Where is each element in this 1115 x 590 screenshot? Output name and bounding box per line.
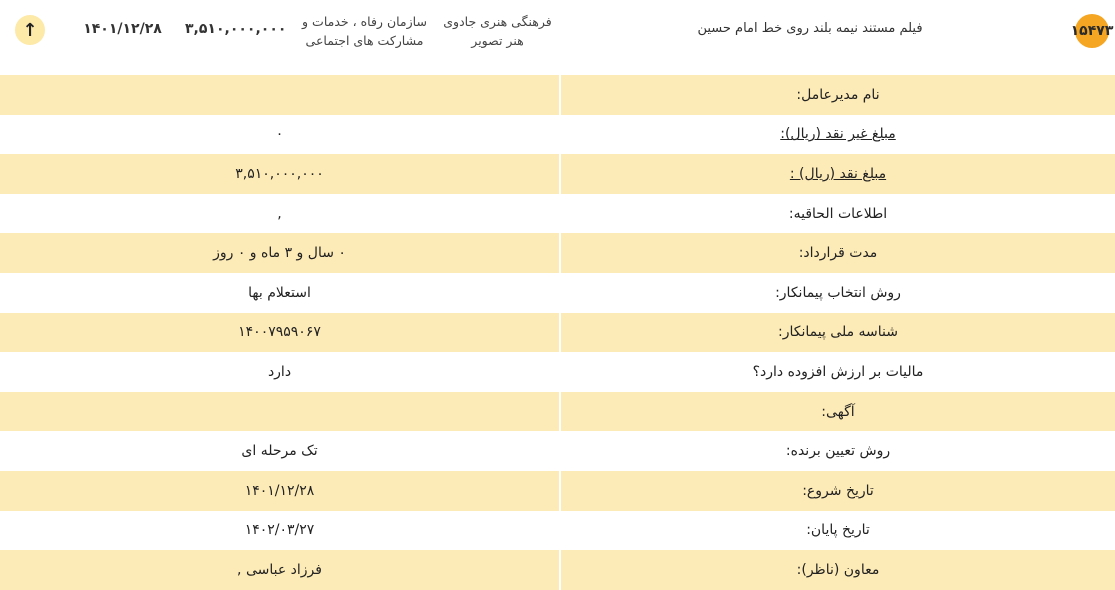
column-divider <box>559 313 561 353</box>
employer-name <box>292 12 437 50</box>
row-value: فرزاد عباسی , <box>237 561 322 578</box>
contract-header <box>0 0 1115 66</box>
table-row <box>0 115 1115 155</box>
contract-id-badge: ۱۵۴۷۳ <box>1075 14 1109 48</box>
row-label: آگهی: <box>821 403 855 420</box>
table-row <box>0 471 1115 511</box>
row-value: تک مرحله ای <box>241 443 318 460</box>
table-row <box>0 313 1115 353</box>
contractor-name <box>430 12 565 50</box>
collapse-button[interactable] <box>15 15 45 45</box>
row-value: ۰ <box>275 126 284 143</box>
column-divider <box>559 471 561 511</box>
row-label: تاریخ شروع: <box>802 482 874 499</box>
contract-details-table <box>0 75 1115 590</box>
row-label: روش انتخاب پیمانکار: <box>775 284 901 301</box>
row-value: استعلام بها <box>248 284 311 301</box>
row-label: روش تعیین برنده: <box>785 443 891 460</box>
table-row <box>0 511 1115 551</box>
table-row <box>0 273 1115 313</box>
column-divider <box>559 392 561 432</box>
contractor-name-line2: هنر تصویر <box>471 33 524 48</box>
row-value: , <box>277 205 282 222</box>
row-value: ۱۴۰۲/۰۳/۲۷ <box>244 522 315 539</box>
row-label: شناسه ملی پیمانکار: <box>778 324 899 341</box>
employer-name-line2: مشارکت های اجتماعی <box>305 33 424 48</box>
row-value: ۱۴۰۰۷۹۵۹۰۶۷ <box>238 324 321 341</box>
row-label <box>561 115 1115 155</box>
row-label: اطلاعات الحاقیه: <box>788 205 888 222</box>
row-value <box>0 392 559 432</box>
contract-amount: ۳,۵۱۰,۰۰۰,۰۰۰ <box>185 21 287 37</box>
contract-date: ۱۴۰۱/۱۲/۲۸ <box>83 21 162 37</box>
column-divider <box>559 233 561 273</box>
row-value: ۰ سال و ۳ ماه و ۰ روز <box>213 245 346 262</box>
table-row <box>0 392 1115 432</box>
column-divider <box>559 273 561 313</box>
table-row <box>0 431 1115 471</box>
row-label: مدت قرارداد: <box>798 245 878 262</box>
column-divider <box>559 115 561 155</box>
column-divider <box>559 194 561 234</box>
table-row <box>0 194 1115 234</box>
row-label: معاون (ناظر): <box>796 561 880 578</box>
row-label: مالیات بر ارزش افزوده دارد؟ <box>752 363 924 380</box>
row-value: دارد <box>267 363 292 380</box>
column-divider <box>559 352 561 392</box>
row-label-text: مبلغ غیر نقد (ریال): <box>780 126 896 143</box>
row-label-text: مبلغ نقد (ریال) : <box>789 165 887 182</box>
column-divider <box>559 431 561 471</box>
column-divider <box>559 75 561 115</box>
table-row <box>0 75 1115 115</box>
contractor-name-line1: فرهنگی هنری جادوی <box>443 14 552 29</box>
table-row <box>0 352 1115 392</box>
table-row <box>0 154 1115 194</box>
row-label: نام مدیرعامل: <box>796 86 880 103</box>
employer-name-line1: سازمان رفاه ، خدمات و <box>302 14 427 29</box>
row-value: ۳,۵۱۰,۰۰۰,۰۰۰ <box>235 165 324 182</box>
contract-title: فیلم مستند نیمه بلند روی خط امام حسین <box>697 21 923 36</box>
arrow-up-icon: ↑ <box>22 19 38 41</box>
column-divider <box>559 511 561 551</box>
table-row <box>0 233 1115 273</box>
row-label <box>561 154 1115 194</box>
row-value: ۱۴۰۱/۱۲/۲۸ <box>244 482 315 499</box>
row-value <box>0 75 559 115</box>
column-divider <box>559 154 561 194</box>
row-label: تاریخ پایان: <box>806 522 870 539</box>
